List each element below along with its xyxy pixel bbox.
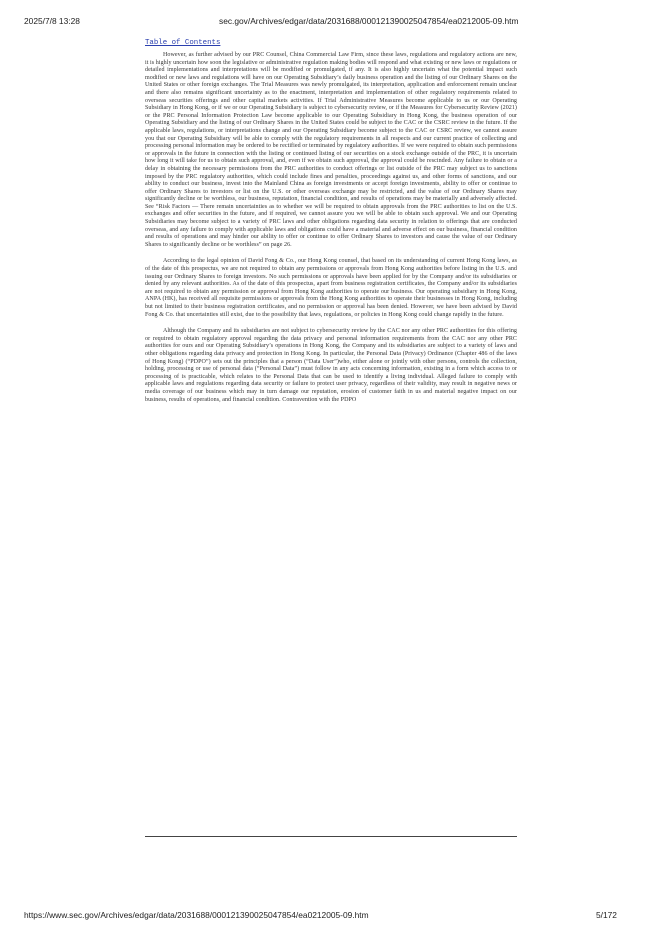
table-of-contents-link[interactable]: Table of Contents — [145, 39, 221, 47]
page-divider — [145, 836, 517, 837]
print-footer-page-number: 5/172 — [596, 910, 617, 920]
body-paragraph-3: Although the Company and its subsidiaries are not subject to cybersecurity review by the CAC nor any other PRC authorities for this offering or required to obtain regulatory approval regarding the data privacy and personal information requirements from the CAC nor any other PRC authorities for ours and our Operating Subsidiary’s operations in Hong Kong, the Company and its subsidiaries are subject to a variety of laws and other obligations regarding data privacy and protection in Hong Kong. In particular, the Personal Data (Privacy) Ordinance (Chapter 486 of the laws of Hong Kong) (“PDPO”) sets out the principles that a person (“Data User”)who, either alone or jointly with other persons, controls the collection, holding, processing or use of personal data (“Personal Data”) must follow in any acts concerning information, existing in a form which access to or processing of is practicable, which relates to the Personal Data that can be used to identify a living individual. Alleged failure to comply with applicable laws and regulations regarding data security or failure to protect user privacy, regardless of their validity, may result in negative news or media coverage of our business which may in turn damage our reputation, erosion of customer faith in us and material negative impact on our business, results of operations, and financial condition. Contravention with the PDPO — [145, 328, 517, 403]
body-paragraph-1: However, as further advised by our PRC Counsel, China Commercial Law Firm, since these laws, regulations and regulatory actions are new, it is highly uncertain how soon the legislative or administrative regulation making bodies will respond and what existing or new laws or regulations or detailed implementations and interpretations will be modified or promulgated, if any. It is also highly uncertain what the potential impact such modified or new laws and regulations will have on our Operating Subsidiary’s daily business operation and the listing of our Ordinary Shares on the United States or other foreign exchanges. The Trial Measures was newly promulgated, its interpretation, application and enforcement remain unclear and there also remains significant uncertainty as to the enactment, interpretation and implementation of other regulatory requirements related to overseas securities offerings and other capital markets activities. If Trial Administrative Measures become applicable to us or our Operating Subsidiary in Hong Kong, or if we or our Operating Subsidiary is subject to cybersecurity review, or if the Measures for Cybersecurity Review (2021) or the PRC Personal Information Protection Law become applicable to our Operating Subsidiary in Hong Kong, the business operation of our Operating Subsidiary and the listing of our Ordinary Shares in the United States could be subject to the CAC or the CSRC review in the future. If the applicable laws, regulations, or interpretations change and our Operating Subsidiary become subject to the CAC or CSRC review, we cannot assure you that our Operating Subsidiary will be able to comply with the regulatory requirements in all respects and our current practice of collecting and processing personal information may be ordered to be rectified or terminated by regulatory authorities. If we were required to obtain such permissions or approvals in the future in connection with the listing or continued listing of our securities on a stock exchange outside of the PRC, it is uncertain how long it will take for us to obtain such approval, and, even if we obtain such approval, the approval could be rescinded. Any failure to obtain or a delay in obtaining the necessary permissions from the PRC authorities to conduct offerings or list outside of the PRC may subject us to sanctions imposed by the PRC regulatory authorities, which could include fines and penalties, proceedings against us, and other forms of sanctions, and our ability to conduct our business, invest into the Mainland China as foreign investments or accept foreign investments, ability to offer or continue to offer Ordinary Shares to investors or list on the U.S. or other overseas exchange may be restricted, and the value of our Ordinary Shares may significantly decline or be worthless, our business, reputation, financial condition, and results of operations may be materially and adversely affected. See “Risk Factors — There remain uncertainties as to whether we will be required to obtain approvals from the PRC authorities to list on the U.S. exchanges and offer securities in the future, and if required, we cannot assure you we will be able to obtain such approval. We and our Operating Subsidiaries may become subject to a variety of PRC laws and other obligations regarding data security in relation to offerings that are conducted overseas, and any failure to comply with applicable laws and obligations could have a material and adverse effect on our business, financial condition and results of operations and may hinder our ability to offer or continue to offer Ordinary Shares to investors and cause the value of our Ordinary Shares to significantly decline or be worthless” on page 26. — [145, 52, 517, 248]
document-body — [145, 52, 517, 413]
print-footer-url: https://www.sec.gov/Archives/edgar/data/2031688/000121390025047854/ea0212005-09.htm — [24, 910, 369, 920]
print-header-url: sec.gov/Archives/edgar/data/2031688/000121390025047854/ea0212005-09.htm — [219, 16, 519, 26]
print-header-datetime: 2025/7/8 13:28 — [24, 16, 80, 26]
body-paragraph-2: According to the legal opinion of David Fong & Co., our Hong Kong counsel, that based on its understanding of current Hong Kong laws, as of the date of this prospectus, we are not required to obtain any permissions or approvals from Hong Kong authorities before listing in the U.S. and issuing our Ordinary Shares to foreign investors. No such permissions or approvals have been applied for by the Company and/or its subsidiaries or denied by any relevant authorities. As of the date of this prospectus, apart from business registration certificates, the Company and/or its subsidiaries are not required to obtain any permission or approval from Hong Kong authorities to operate our business. Our operating subsidiary in Hong Kong, ANPA (HK), has received all requisite permissions or approvals from the Hong Kong authorities to operate their businesses in Hong Kong, including but not limited to their business registration certificates, and no permission or approval has been denied. However, we have been advised by David Fong & Co. that uncertainties still exist, due to the possibility that laws, regulations, or policies in Hong Kong could change rapidly in the future. — [145, 258, 517, 318]
